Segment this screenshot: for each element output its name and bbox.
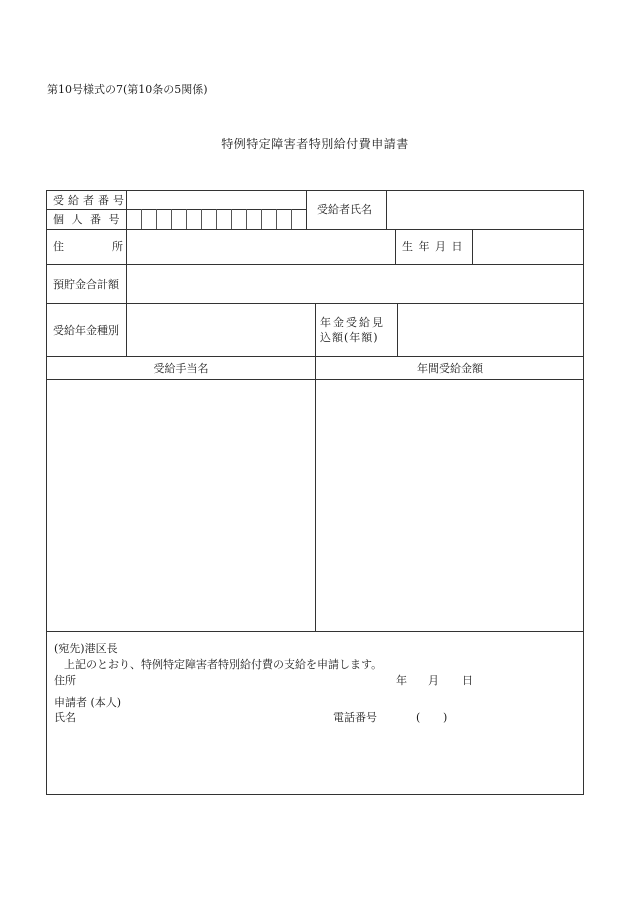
declaration-address-label: 住所 [54, 674, 76, 687]
address-label-right: 所 [112, 240, 123, 253]
address-label-left: 住 [53, 240, 64, 253]
savings-total-label: 預貯金合計額 [53, 278, 119, 291]
phone-label: 電話番号 [333, 711, 377, 724]
applicant-label: 申請者 (本人) [54, 696, 122, 709]
allowance-name-header: 受給手当名 [153, 362, 209, 375]
declaration-statement: 上記のとおり、特例特定障害者特別給付費の支給を申請します。 [64, 658, 383, 671]
birthdate-field[interactable] [473, 230, 583, 263]
date-year-label: 年 [396, 674, 407, 687]
personal-number-digit-box[interactable] [186, 209, 201, 229]
allowance-name-area[interactable] [47, 380, 314, 630]
address-field[interactable] [127, 230, 394, 263]
personal-number-digit-box[interactable] [201, 209, 216, 229]
personal-number-digit-box[interactable] [291, 209, 306, 229]
personal-number-digit-box[interactable] [276, 209, 291, 229]
personal-number-label: 個 人 番 号 [53, 213, 122, 226]
date-day-label: 日 [462, 674, 473, 687]
pension-expected-field[interactable] [398, 304, 583, 355]
annual-amount-area[interactable] [316, 380, 583, 630]
recipient-name-label: 受給者氏名 [317, 203, 372, 216]
phone-close-paren: ) [443, 711, 448, 724]
recipient-number-label: 受給者番号 [53, 194, 128, 207]
personal-number-digit-box[interactable] [261, 209, 276, 229]
annual-amount-header: 年間受給金額 [417, 362, 483, 375]
addressee: (宛先)港区長 [54, 642, 118, 655]
personal-number-digit-box[interactable] [156, 209, 171, 229]
personal-number-digit-box[interactable] [171, 209, 186, 229]
birthdate-label: 生 年 月 日 [402, 240, 464, 253]
name-label: 氏名 [54, 711, 76, 724]
column-divider [395, 229, 396, 264]
personal-number-digit-box[interactable] [141, 209, 156, 229]
phone-open-paren: ( [416, 711, 421, 724]
pension-type-field[interactable] [127, 304, 314, 355]
column-divider [315, 303, 316, 356]
pension-expected-label-line1: 年金受給見 [320, 316, 385, 329]
recipient-number-field[interactable] [127, 191, 305, 208]
form-number: 第10号様式の7(第10条の5関係) [47, 83, 208, 96]
column-divider [306, 190, 307, 229]
personal-number-digit-box[interactable] [246, 209, 261, 229]
row-divider [46, 631, 584, 632]
personal-number-digit-box[interactable] [216, 209, 231, 229]
date-month-label: 月 [428, 674, 439, 687]
recipient-name-field[interactable] [387, 191, 583, 228]
personal-number-digit-box[interactable] [231, 209, 246, 229]
pension-expected-label-line2: 込額(年額) [320, 331, 379, 344]
page-title: 特例特定障害者特別給付費申請書 [221, 137, 409, 151]
savings-total-field[interactable] [127, 265, 583, 302]
pension-type-label: 受給年金種別 [53, 324, 119, 337]
